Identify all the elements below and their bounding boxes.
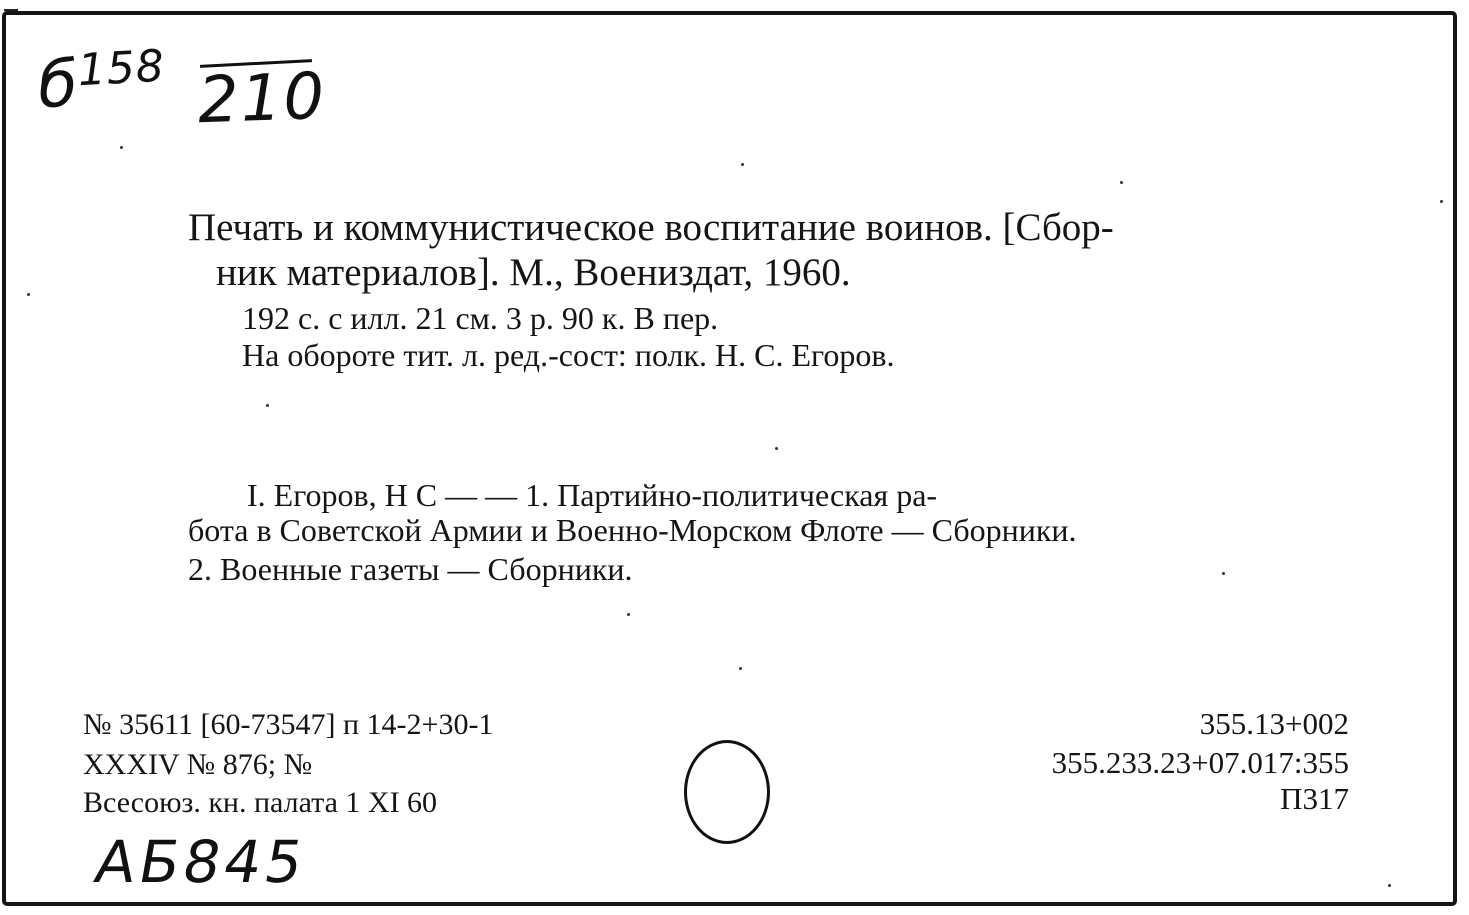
handwritten-shelf-code-sup: 158	[76, 40, 167, 97]
editor-note: На обороте тит. л. ред.-сост: полк. Н. С. Егоров.	[242, 337, 895, 373]
physical-description: 192 с. с илл. 21 см. 3 р. 90 к. В пер.	[242, 300, 719, 336]
classification-code-1: 355.13+002	[1199, 706, 1349, 741]
title-line-1: Печать и коммунистическое воспитание воинов. [Сбор-	[188, 206, 1114, 249]
handwritten-inventory-number: АБ845	[90, 828, 313, 896]
classification-code-2: 355.233.23+07.017:355	[1051, 745, 1349, 780]
scan-speck	[27, 293, 30, 296]
handwritten-shelf-code-main: б	[36, 47, 81, 124]
scan-speck	[739, 667, 742, 670]
subject-line-3: 2. Военные газеты — Сборники.	[188, 551, 633, 587]
corner-mark	[4, 9, 18, 11]
publisher-chamber: Всесоюз. кн. палата 1 XI 60	[83, 786, 438, 819]
scan-speck	[627, 613, 630, 616]
scan-speck	[266, 404, 269, 407]
scan-speck	[775, 447, 778, 450]
author-mark: П317	[1280, 781, 1349, 816]
series-number: XXXIV № 876; №	[83, 748, 313, 781]
scan-speck	[1440, 200, 1443, 203]
scan-speck	[1388, 884, 1391, 887]
subject-line-1: I. Егоров, Н С — — 1. Партийно-политическая ра-	[247, 477, 938, 513]
scan-speck	[1222, 572, 1225, 575]
title-line-2: ник материалов]. М., Воениздат, 1960.	[216, 251, 851, 294]
registry-number: № 35611 [60-73547] п 14-2+30-1	[83, 708, 494, 741]
handwritten-shelf-code	[36, 41, 167, 124]
scan-speck	[120, 146, 123, 149]
subject-line-2: бота в Советской Армии и Военно-Морском Флоте — Сборники.	[188, 512, 1077, 548]
scan-speck	[741, 163, 744, 166]
scan-speck	[1120, 181, 1123, 184]
handwritten-oval-mark	[684, 740, 770, 844]
handwritten-shelf-number: 210	[196, 59, 328, 139]
